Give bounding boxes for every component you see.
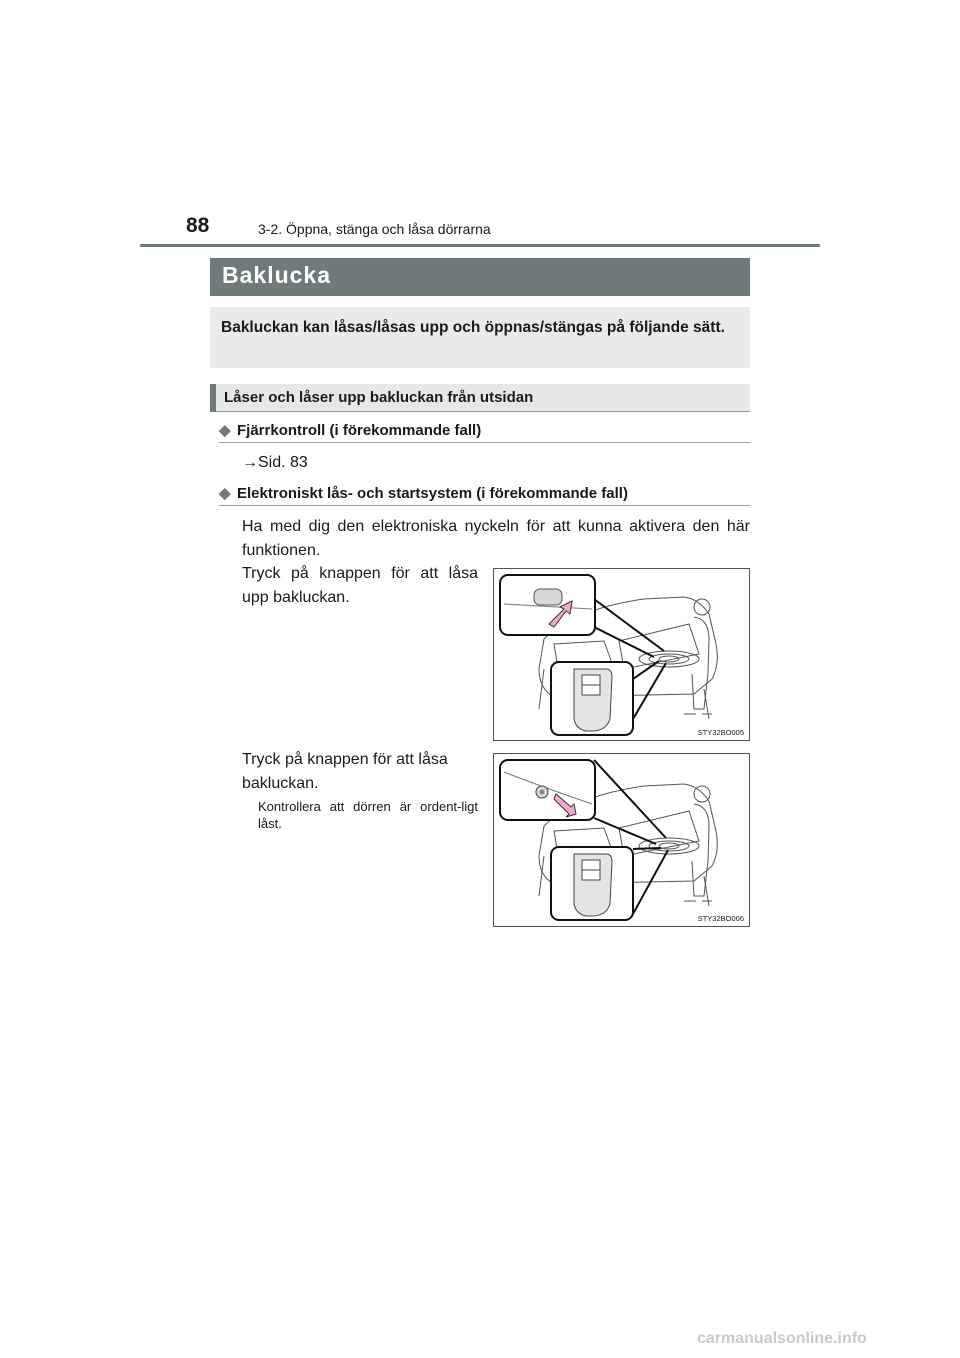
- figure-code: STY32BO006: [697, 914, 744, 923]
- watermark-text: carmanualsonline.info: [697, 1330, 867, 1347]
- subheading-smart-key-label: Elektroniskt lås- och startsystem (i förekommande fall): [237, 485, 628, 502]
- diamond-icon: ◆: [219, 422, 231, 439]
- page-reference[interactable]: →Sid. 83: [242, 454, 308, 471]
- page-title: Baklucka: [222, 262, 332, 288]
- header-rule: [140, 244, 820, 247]
- page-number: 88: [186, 214, 210, 237]
- intro-text: Bakluckan kan låsas/låsas upp och öppnas/stängas på följande sätt.: [221, 319, 725, 336]
- step-lock-text: Tryck på knappen för att låsa bakluckan.: [242, 751, 448, 792]
- note-text: Kontrollera att dörren är ordent-ligt låst.: [258, 799, 478, 831]
- subheading-rule: [219, 505, 750, 506]
- subheading-smart-key: [219, 484, 628, 502]
- illustration-lock: [494, 754, 749, 926]
- figure-unlock: [493, 568, 750, 741]
- chapter-title: 3-2. Öppna, stänga och låsa dörrarna: [258, 221, 491, 237]
- step-unlock-text: Tryck på knappen för att låsa upp bakluckan.: [242, 565, 478, 606]
- diamond-icon: ◆: [219, 485, 231, 502]
- body-paragraph: Ha med dig den elektroniska nyckeln för att kunna aktivera den här funktionen.: [242, 518, 750, 559]
- figure-code: STY32BO005: [697, 728, 744, 737]
- figure-lock: [493, 753, 750, 927]
- subheading-remote: [219, 421, 481, 439]
- illustration-unlock: [494, 569, 749, 740]
- section-accent: [210, 384, 216, 412]
- subheading-rule: [219, 442, 750, 443]
- subheading-remote-label: Fjärrkontroll (i förekommande fall): [237, 422, 482, 439]
- section-title: Låser och låser upp bakluckan från utsidan: [224, 389, 534, 406]
